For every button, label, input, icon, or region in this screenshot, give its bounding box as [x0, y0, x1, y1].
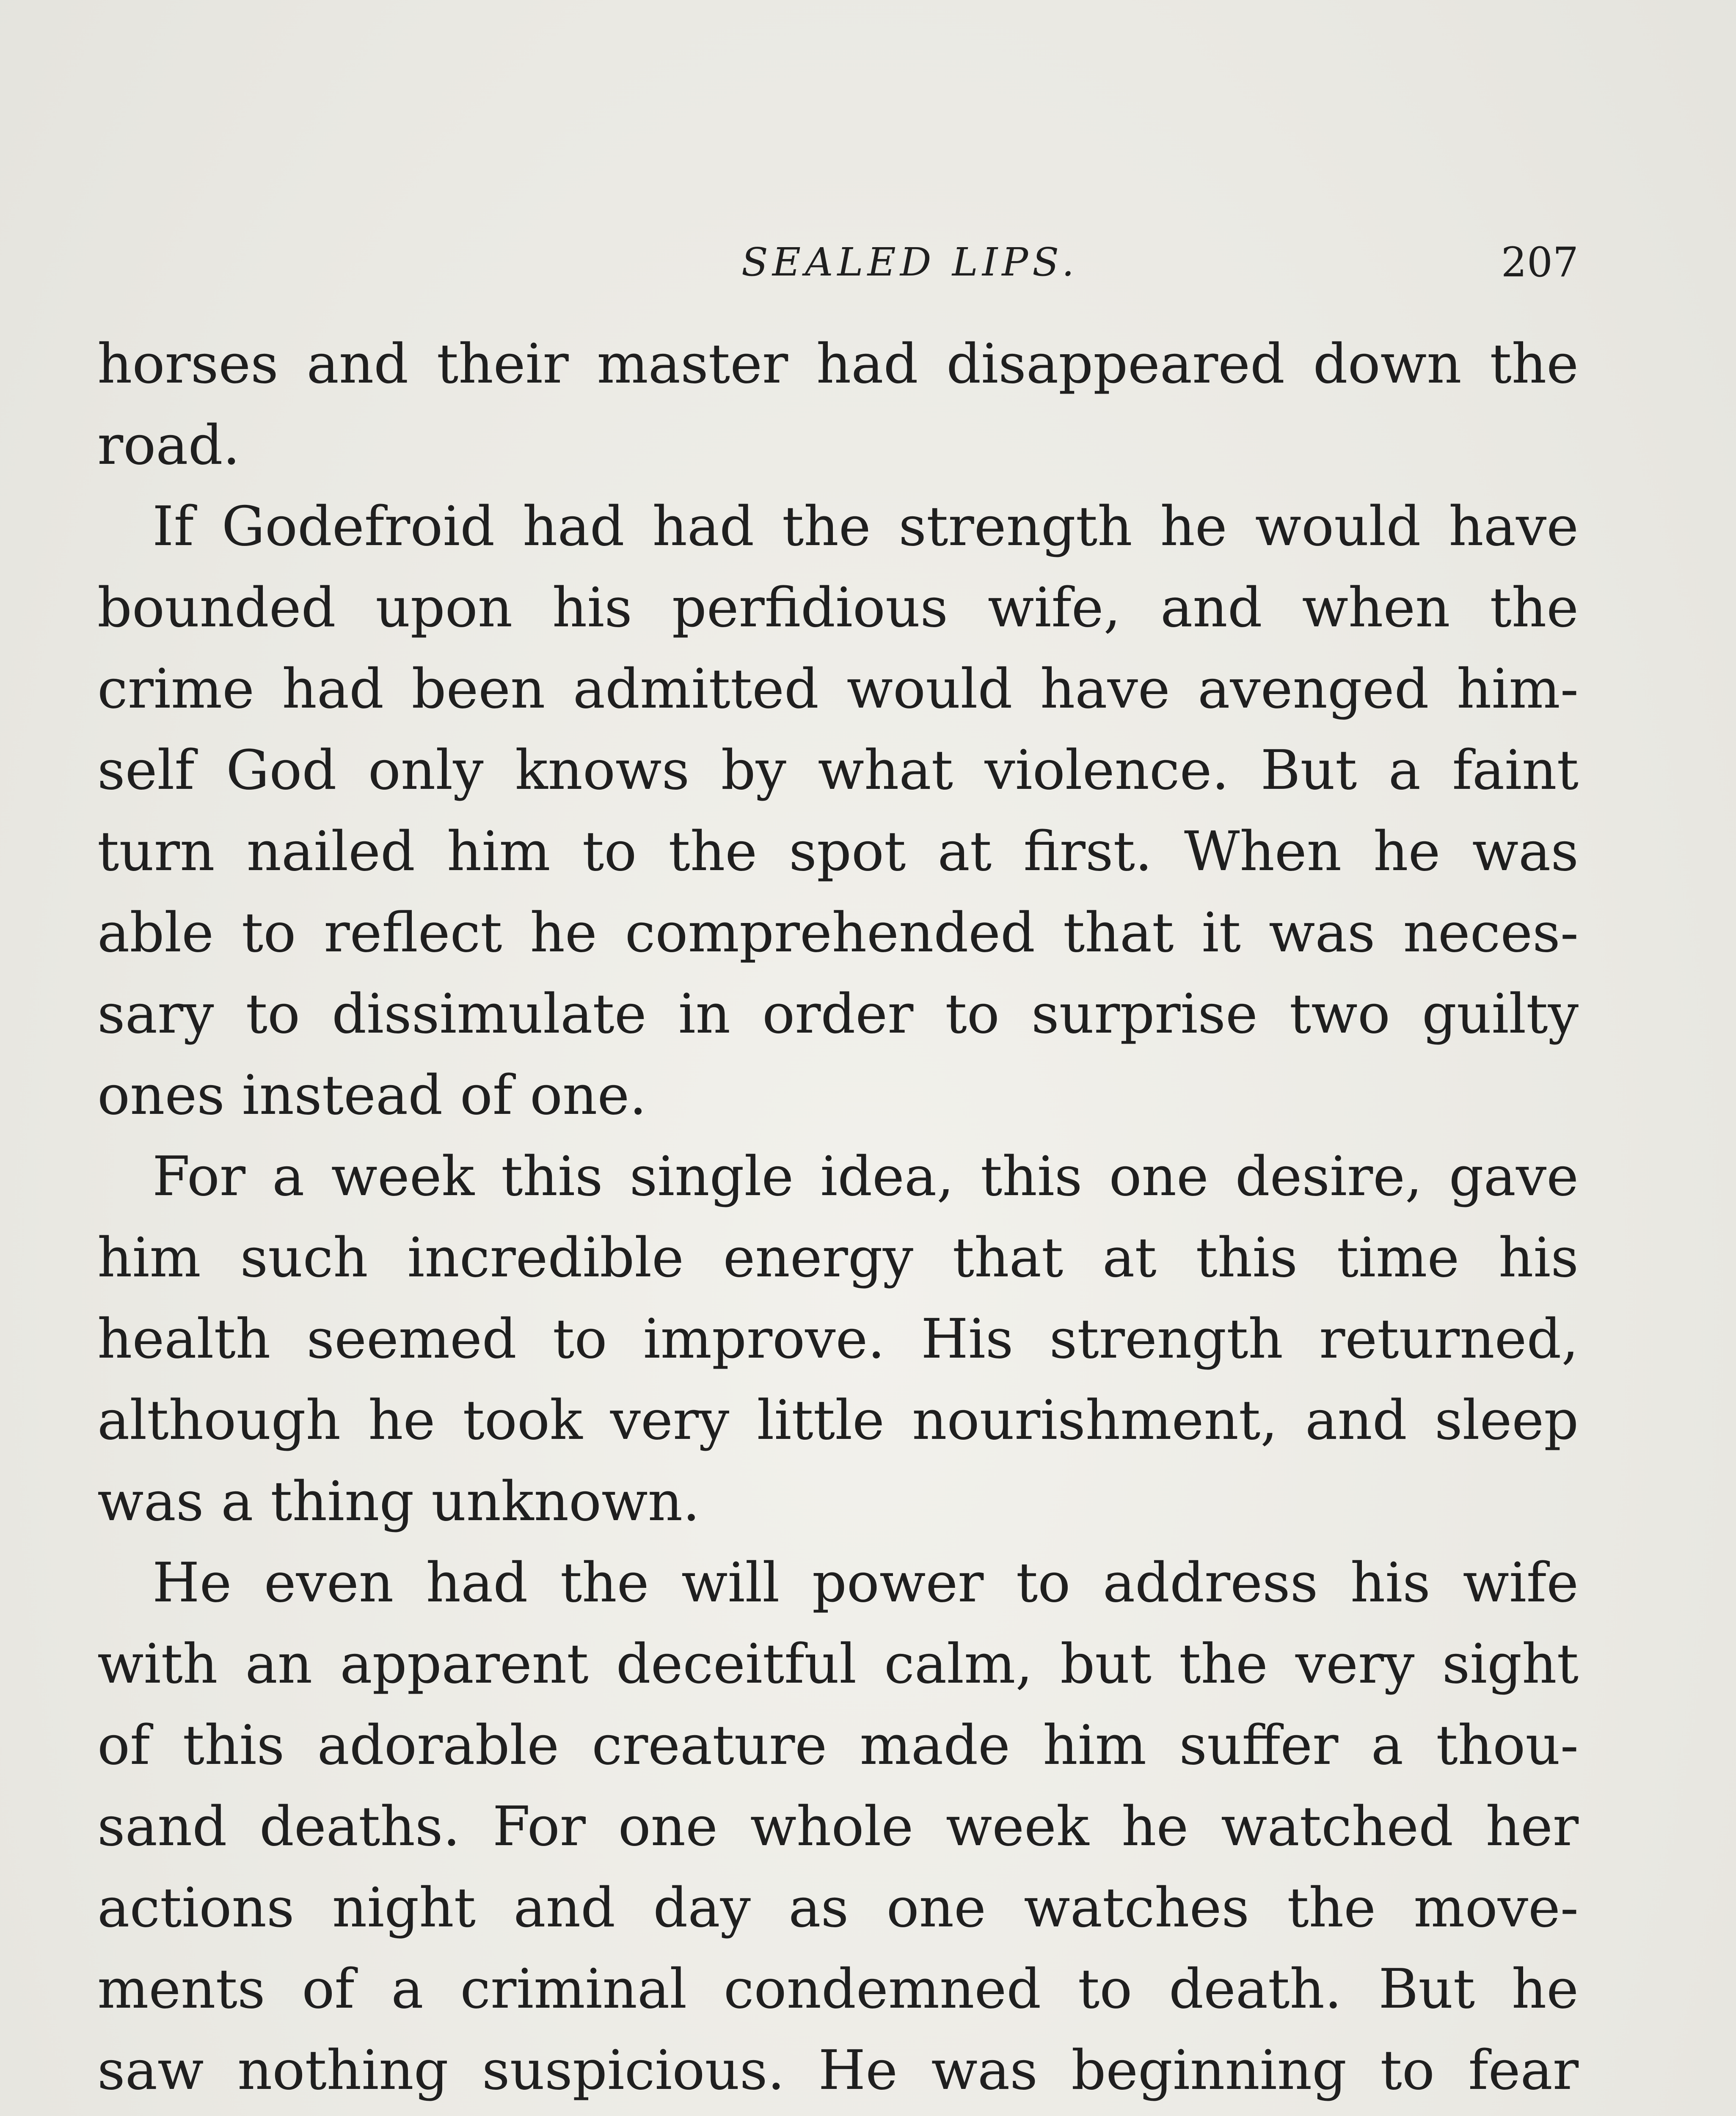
text-line: turn nailed him to the spot at first. When he was [97, 820, 1579, 883]
text-line: although he took very little nourishment, and sleep [97, 1389, 1579, 1452]
text-line: horses and their master had disappeared down the [97, 333, 1579, 396]
text-line: If Godefroid had had the strength he would have [152, 495, 1579, 558]
text-line: able to reflect he comprehended that it was neces- [97, 901, 1579, 964]
body-text [97, 324, 1579, 2116]
text-line: actions night and day as one watches the move- [97, 1876, 1579, 1940]
text-line: bounded upon his perfidious wife, and when the [97, 576, 1579, 639]
text-line [97, 2111, 1579, 2116]
text-line: self God only knows by what violence. But a faint [97, 739, 1579, 802]
running-title: SEALED LIPS. [741, 240, 1079, 285]
text-line: He even had the will power to address his wife [152, 1551, 1579, 1615]
text-line: health seemed to improve. His strength returned, [97, 1308, 1579, 1371]
text-line: ones instead of one. [97, 1064, 647, 1127]
text-line: saw nothing suspicious. He was beginning to fear [97, 2039, 1579, 2102]
text-line: For a week this single idea, this one desire, gave [152, 1145, 1579, 1208]
text-line: of this adorable creature made him suffer a thou- [97, 1714, 1579, 1777]
text-line: with an apparent deceitful calm, but the very sight [97, 1633, 1579, 1696]
text-line: ments of a criminal condemned to death. But he [97, 1958, 1579, 2021]
running-head [97, 237, 1579, 288]
text-line: sand deaths. For one whole week he watched her [97, 1795, 1579, 1858]
text-line: crime had been admitted would have avenged him- [97, 658, 1579, 721]
text-line: sary to dissimulate in order to surprise two guilty [97, 983, 1579, 1046]
text-line: him such incredible energy that at this time his [97, 1226, 1579, 1289]
text-line: was a thing unknown. [97, 1470, 700, 1533]
page-number: 207 [1501, 239, 1579, 286]
text-line: road. [97, 414, 240, 477]
